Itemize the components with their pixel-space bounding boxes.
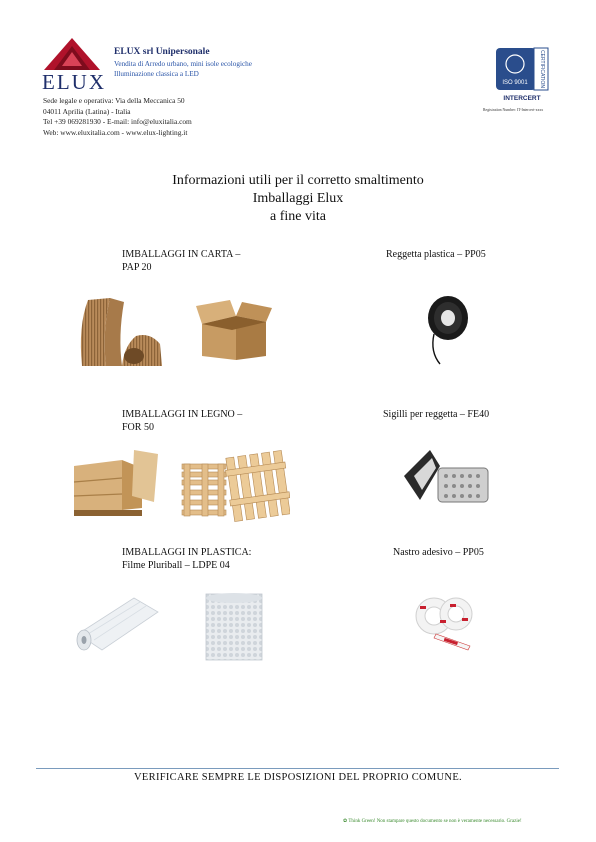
section-seals-label: Sigilli per reggetta – FE40 bbox=[383, 409, 490, 420]
logo-text: ELUX bbox=[42, 70, 106, 94]
wood-label-line-1: IMBALLAGGI IN LEGNO – bbox=[122, 409, 243, 420]
cert-brand-text: INTERCERT bbox=[503, 95, 541, 102]
company-name: ELUX srl Unipersonale bbox=[114, 47, 210, 57]
corrugated-cardboard-roll-image bbox=[76, 296, 164, 368]
footer-notice: VERIFICARE SEMPRE LE DISPOSIZIONI DEL PROPRIO COMUNE. bbox=[134, 772, 462, 783]
section-strap-label: Reggetta plastica – PP05 bbox=[386, 249, 486, 260]
page-title bbox=[0, 172, 596, 226]
section-wood-label bbox=[122, 408, 282, 434]
paper-label-line-1: IMBALLAGGI IN CARTA – bbox=[122, 249, 241, 260]
bubble-wrap-roll-image bbox=[198, 592, 270, 662]
plastic-strapping-roll-image bbox=[426, 294, 470, 366]
cardboard-box-image bbox=[196, 296, 272, 364]
address-line-2: 04011 Aprilia (Latina) - Italia bbox=[43, 106, 131, 116]
title-line-3: a fine vita bbox=[270, 209, 326, 224]
fragile-tape-image bbox=[412, 594, 476, 652]
wooden-pallet-collar-image bbox=[72, 446, 158, 520]
tagline-line-1: Vendita di Arredo urbano, mini isole ecologiche bbox=[114, 60, 252, 68]
address-line-4: Web: www.eluxitalia.com - www.elux-lighting.it bbox=[43, 127, 188, 137]
address-line-3: Tel +39 069281930 - E-mail: info@eluxitalia.com bbox=[43, 117, 192, 126]
paper-label-line-2: PAP 20 bbox=[122, 262, 152, 273]
company-address bbox=[43, 96, 243, 138]
tagline-line-2: Illuminazione classica a LED bbox=[114, 70, 199, 78]
section-paper-label bbox=[122, 248, 282, 274]
section-plastic-label bbox=[122, 546, 322, 572]
iso-certification-badge bbox=[494, 46, 550, 104]
stretch-film-roll-image bbox=[70, 594, 160, 656]
wooden-pallets-image bbox=[178, 446, 290, 522]
eco-note-text: Think Green! Non stampare questo documento se non è veramente necessario. Grazie! bbox=[348, 819, 522, 824]
title-line-2: Imballaggi Elux bbox=[252, 191, 344, 206]
leaf-icon: ✿ bbox=[343, 819, 348, 824]
company-tagline bbox=[114, 59, 294, 79]
address-line-1: Sede legale e operativa: Via della Meccanica 50 bbox=[43, 96, 185, 105]
cert-registration: Registration Number: IT-Intercert-xxxx bbox=[483, 108, 544, 112]
title-line-1: Informazioni utili per il corretto smaltimento bbox=[172, 173, 424, 188]
section-tape-label: Nastro adesivo – PP05 bbox=[393, 547, 484, 558]
elux-logo-mark bbox=[44, 38, 100, 70]
plastic-label-line-1: IMBALLAGGI IN PLASTICA: bbox=[122, 547, 252, 558]
eco-note bbox=[343, 818, 522, 824]
footer-divider bbox=[36, 768, 559, 769]
wood-label-line-2: FOR 50 bbox=[122, 422, 154, 433]
cert-iso-text: ISO 9001 bbox=[502, 80, 528, 86]
strap-seals-image bbox=[400, 446, 490, 508]
plastic-label-line-2: Filme Pluriball – LDPE 04 bbox=[122, 560, 230, 571]
cert-vertical-text: CERTIFICATION bbox=[539, 50, 545, 88]
